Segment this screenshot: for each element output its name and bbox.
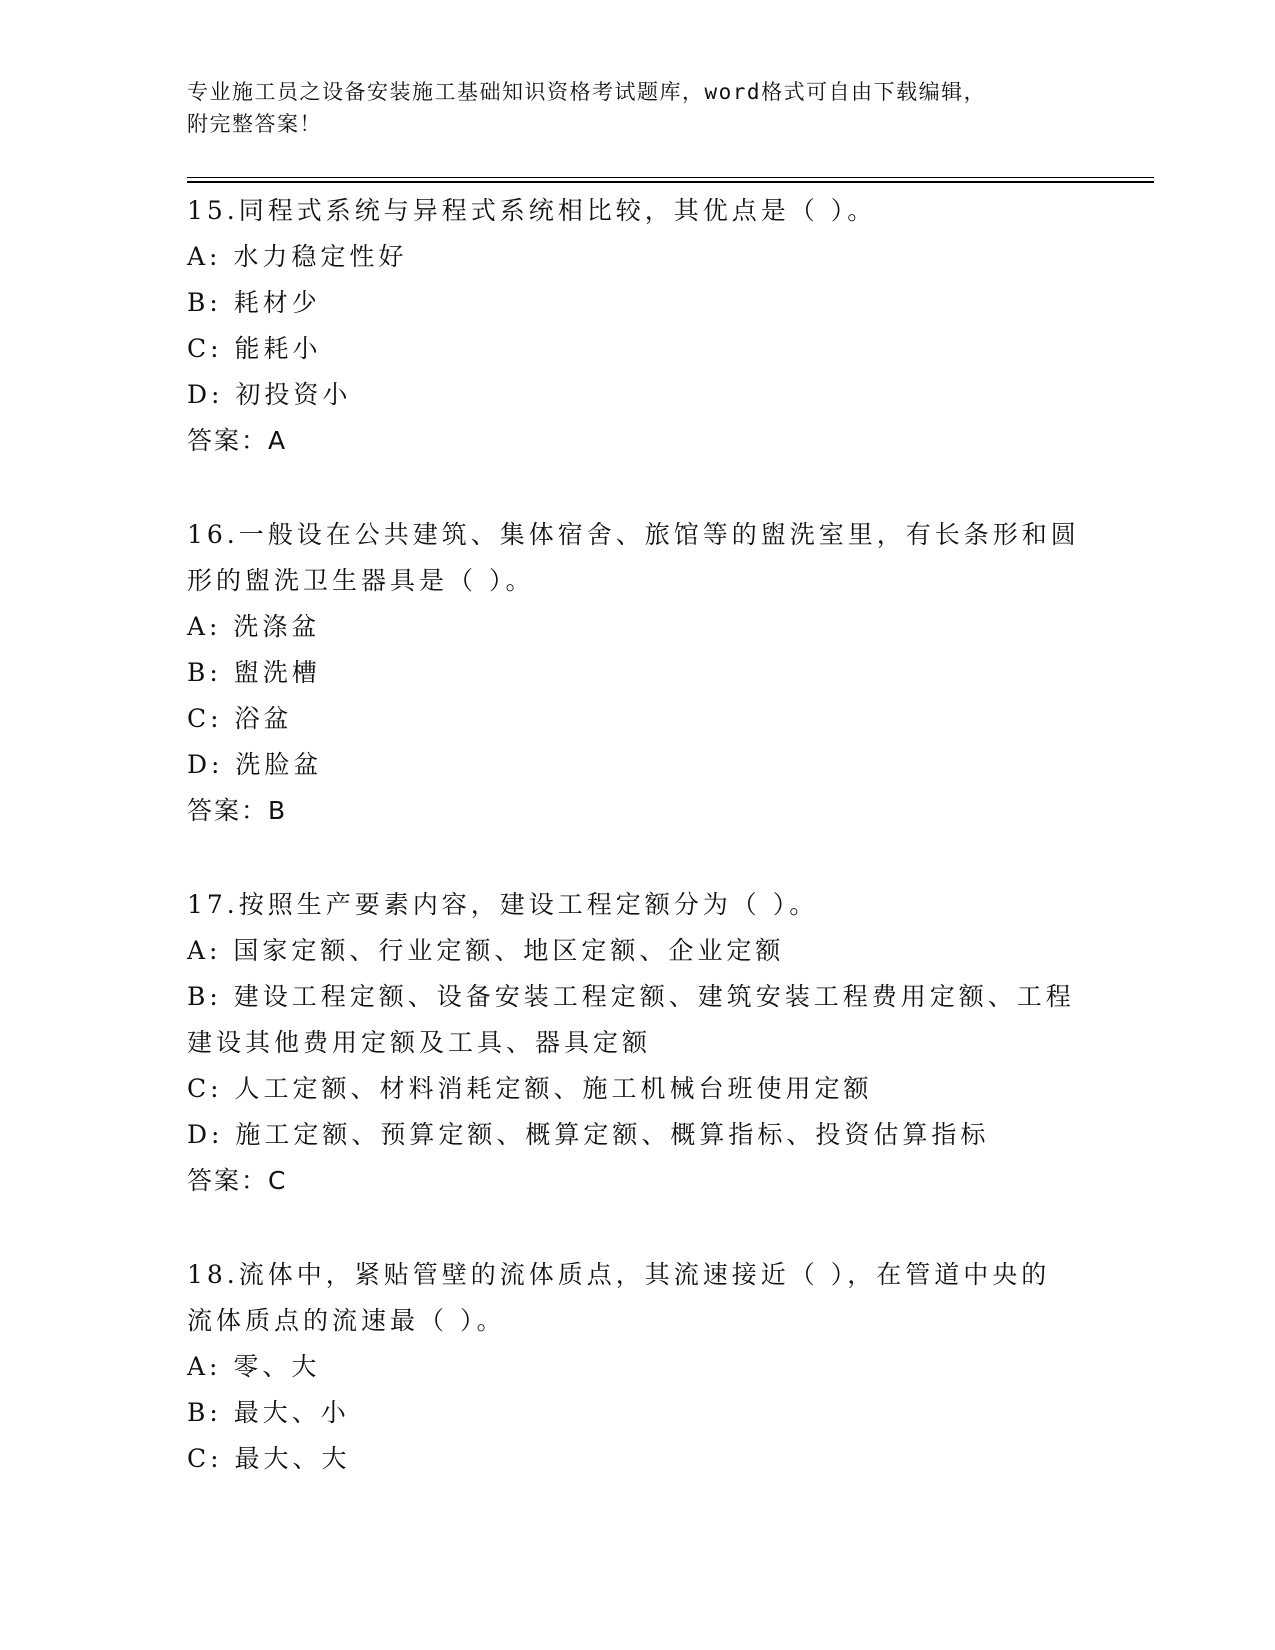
option-a: A: 洗涤盆 (187, 612, 321, 641)
question-15 (187, 188, 1087, 464)
answer-line: 答案：A (187, 426, 288, 455)
option-b: B: 最大、小 (187, 1398, 350, 1427)
question-stem: 16.一般设在公共建筑、集体宿舍、旅馆等的盥洗室里，有长条形和圆 (187, 520, 1080, 549)
question-18 (187, 1252, 1087, 1482)
option-b: B: 耗材少 (187, 288, 321, 317)
answer-line: 答案：B (187, 796, 288, 825)
option-b-continued: 建设其他费用定额及工具、器具定额 (187, 1028, 652, 1057)
answer-line: 答案：C (187, 1166, 288, 1195)
option-b: B: 建设工程定额、设备安装工程定额、建筑安装工程费用定额、工程 (187, 982, 1075, 1011)
question-stem: 17.按照生产要素内容，建设工程定额分为（ ）。 (187, 890, 819, 919)
question-stem-continued: 形的盥洗卫生器具是（ ）。 (187, 566, 535, 595)
question-list (187, 188, 1087, 1482)
option-a: A: 水力稳定性好 (187, 242, 408, 271)
option-c: C: 浴盆 (187, 704, 293, 733)
option-c: C: 最大、大 (187, 1444, 351, 1473)
header-divider-thin (187, 177, 1154, 178)
question-stem-continued: 流体质点的流速最（ ）。 (187, 1306, 506, 1335)
option-d: D: 施工定额、预算定额、概算定额、概算指标、投资估算指标 (187, 1120, 990, 1149)
question-16 (187, 512, 1087, 834)
header-title-line-2: 附完整答案！ (187, 112, 322, 136)
option-b: B: 盥洗槽 (187, 658, 321, 687)
option-a: A: 国家定额、行业定额、地区定额、企业定额 (187, 936, 785, 965)
document-header (187, 76, 1067, 140)
header-divider-thick (187, 181, 1154, 183)
header-title-line-1: 专业施工员之设备安装施工基础知识资格考试题库，word格式可自由下载编辑， (187, 80, 987, 104)
option-d: D: 初投资小 (187, 380, 352, 409)
question-stem: 18.流体中，紧贴管壁的流体质点，其流速接近（ ），在管道中央的 (187, 1260, 1051, 1289)
question-stem: 15.同程式系统与异程式系统相比较，其优点是（ ）。 (187, 196, 877, 225)
option-d: D: 洗脸盆 (187, 750, 323, 779)
option-c: C: 人工定额、材料消耗定额、施工机械台班使用定额 (187, 1074, 873, 1103)
option-c: C: 能耗小 (187, 334, 322, 363)
question-17 (187, 882, 1087, 1204)
option-a: A: 零、大 (187, 1352, 321, 1381)
